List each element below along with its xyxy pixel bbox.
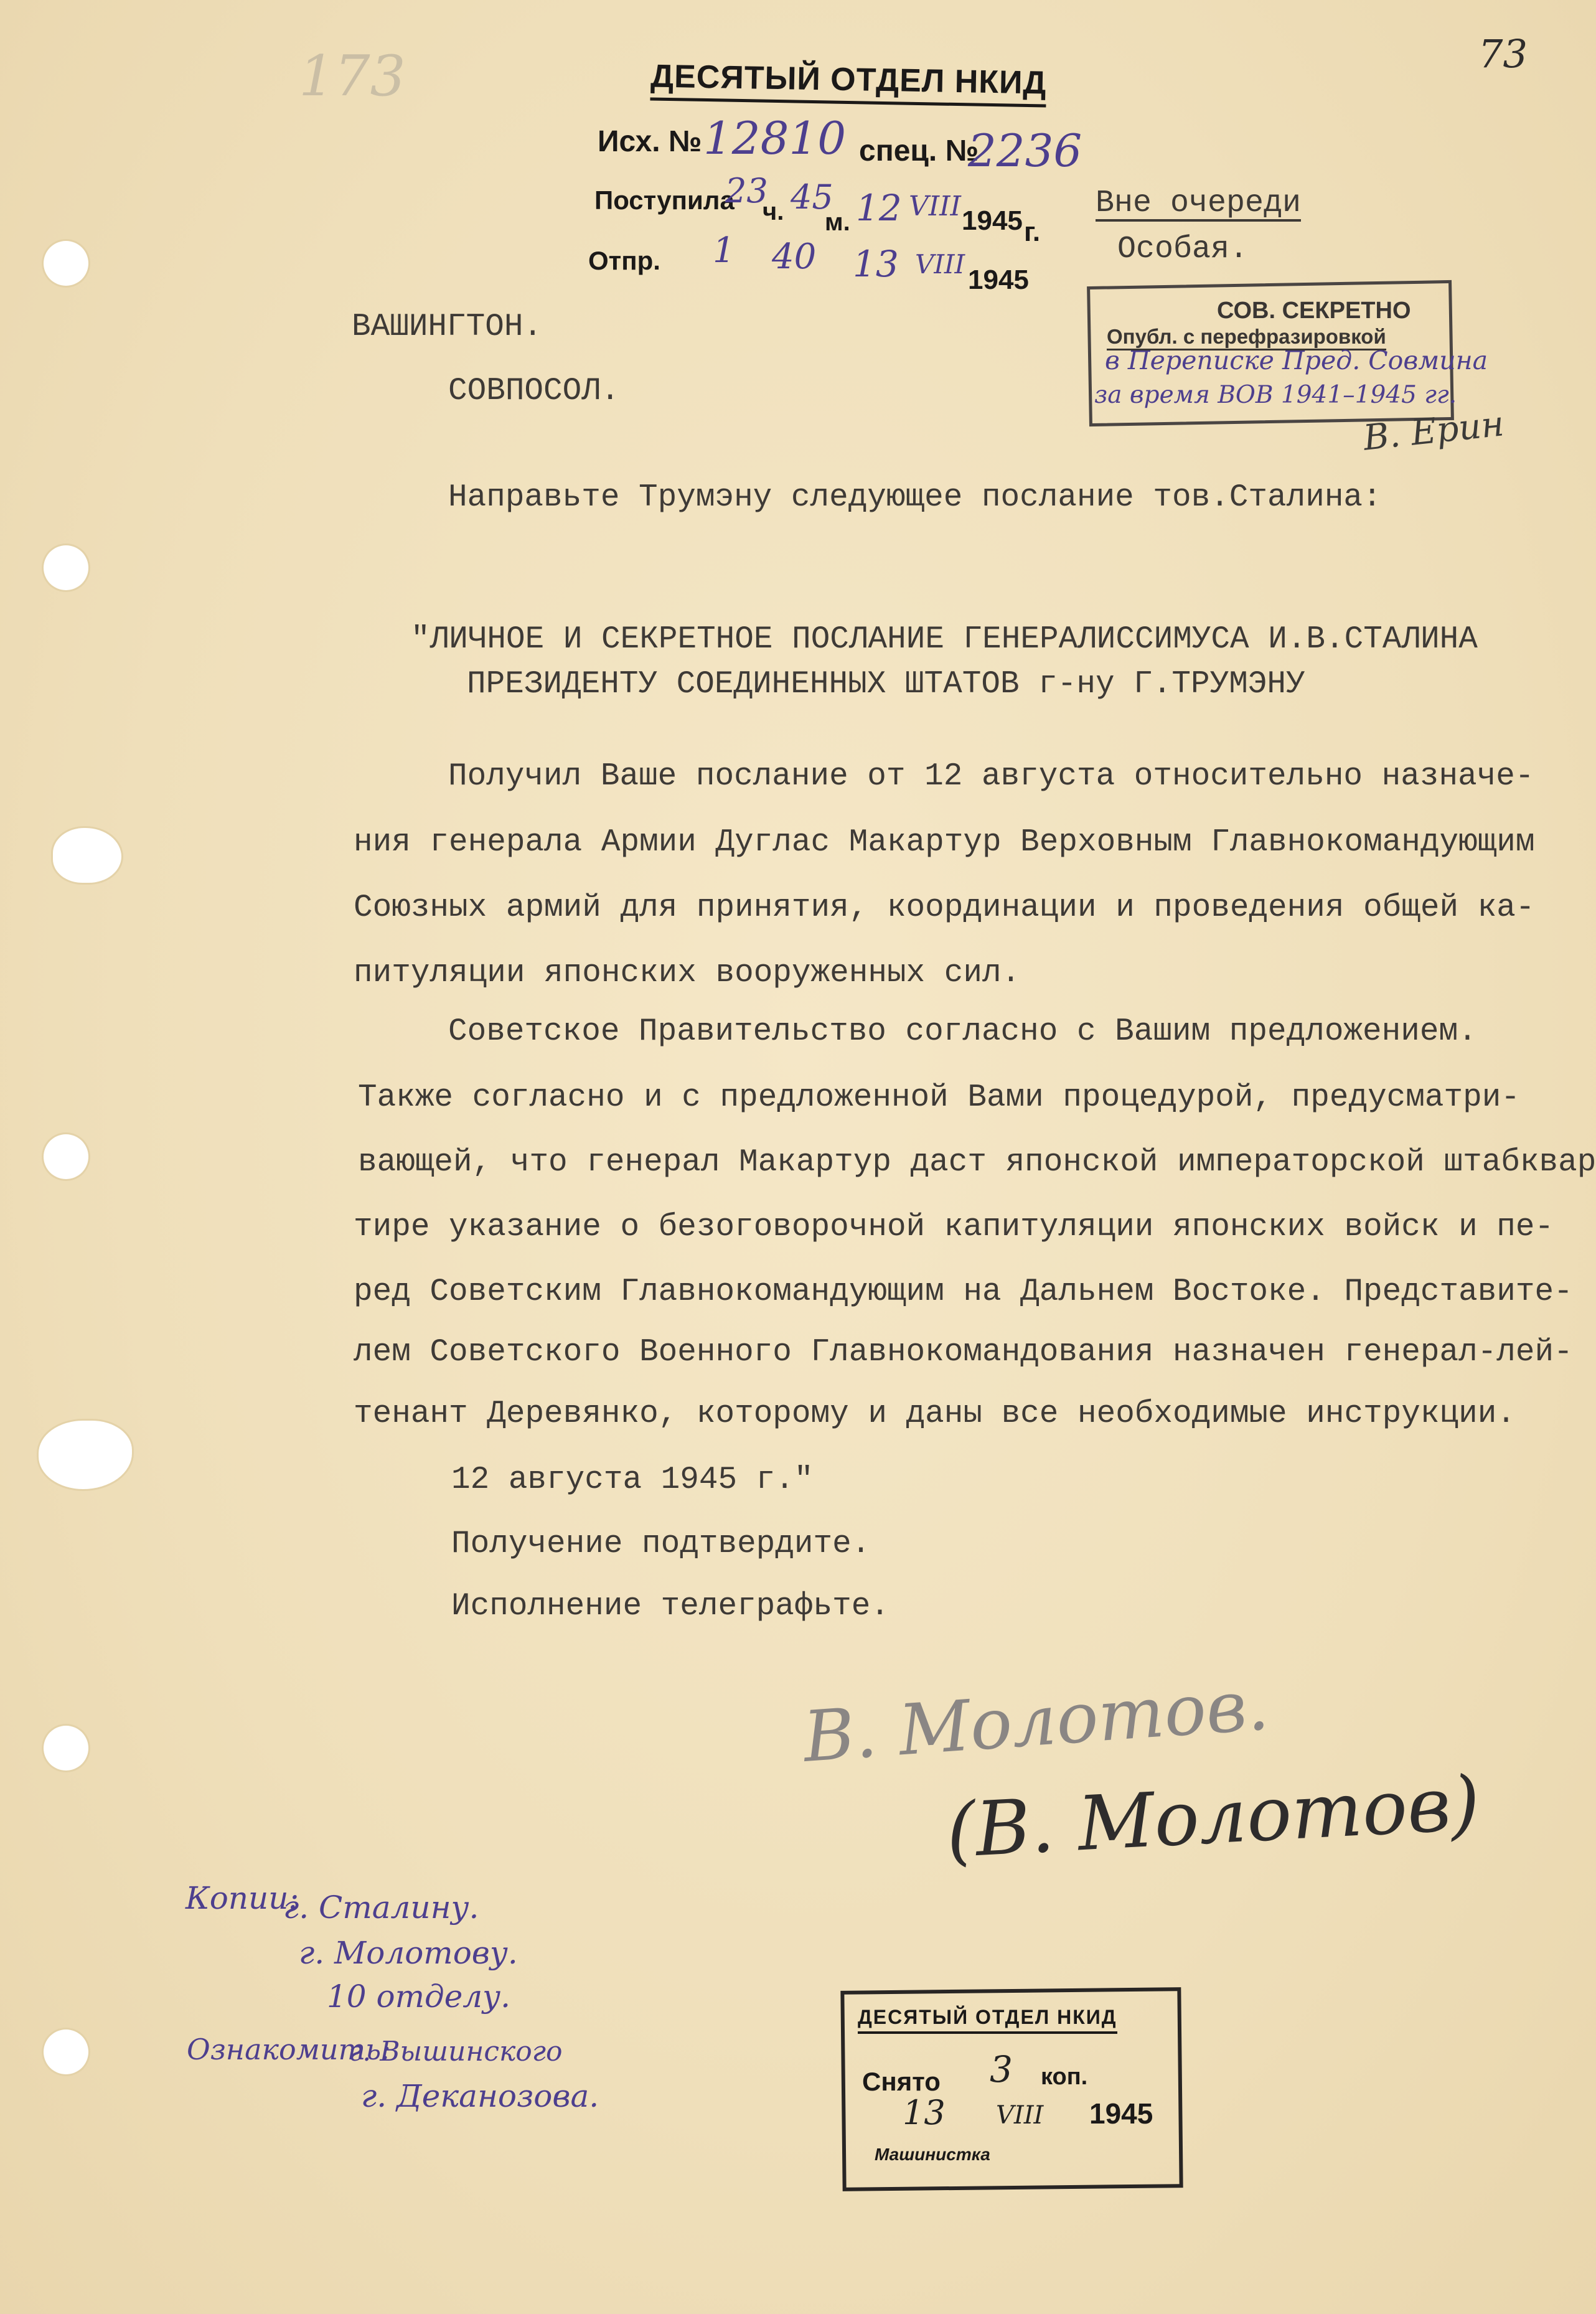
bottom-stamp-month: VIII bbox=[996, 2101, 1044, 2130]
body-line: ния генерала Армии Дуглас Макартур Верховным Главнокомандующим bbox=[354, 825, 1535, 860]
punch-hole bbox=[44, 241, 88, 286]
copy-stalin: г. Сталину. bbox=[283, 1889, 479, 1926]
stamp-out-number: 12810 bbox=[703, 112, 847, 164]
body-line: Советское Правительство согласно с Вашим предложением. bbox=[448, 1014, 1477, 1050]
instruction-line: Направьте Трумэну следующее послание тов.Сталина: bbox=[448, 480, 1382, 515]
secret-stamp-title: СОВ. СЕКРЕТНО bbox=[1217, 298, 1411, 324]
secret-stamp-line-3: за время ВОВ 1941–1945 гг. bbox=[1094, 381, 1457, 409]
body-line: тенант Деревянко, которому и даны все необходимые инструкции. bbox=[354, 1396, 1516, 1432]
review-dekanozov: г. Деканозова. bbox=[361, 2078, 599, 2114]
bottom-stamp-year: 1945 bbox=[1089, 2097, 1153, 2130]
punch-hole bbox=[53, 828, 121, 883]
stamp-sent-year: 1945 bbox=[968, 265, 1029, 295]
copies-label: Копии: bbox=[185, 1880, 299, 1916]
review-label: Ознакомить: bbox=[187, 2033, 391, 2066]
stamp-received-month: VIII bbox=[909, 190, 961, 222]
bottom-stamp-day: 13 bbox=[903, 2093, 946, 2132]
punch-hole bbox=[39, 1421, 132, 1489]
stamp-received-year: 1945 bbox=[962, 205, 1023, 236]
stamp-sent-month: VIII bbox=[915, 249, 965, 280]
stamp-received-day: 12 bbox=[856, 187, 902, 229]
secret-stamp-signature: В. Ерин bbox=[1361, 403, 1506, 459]
message-date: 12 августа 1945 г." bbox=[451, 1462, 814, 1498]
signature-name: (В. Молотов) bbox=[944, 1760, 1482, 1875]
priority-line-2: Особая. bbox=[1117, 232, 1249, 267]
folio-number: 73 bbox=[1478, 31, 1528, 77]
body-line: Также согласно и с предложенной Вами процедурой, предусматри- bbox=[358, 1080, 1520, 1116]
bottom-stamp-typist: Машинистка bbox=[875, 2145, 990, 2164]
stamp-sent-label: Отпр. bbox=[588, 246, 660, 275]
punch-hole bbox=[44, 1726, 88, 1771]
bottom-stamp-copies: 3 bbox=[990, 2048, 1013, 2091]
confirm-line: Получение подтвердите. bbox=[451, 1526, 871, 1562]
address-recipient: СОВПОСОЛ. bbox=[448, 374, 620, 409]
body-line: вающей, что генерал Макартур даст японской императорской штабквар bbox=[358, 1145, 1596, 1180]
copy-molotov: г. Молотову. bbox=[299, 1935, 518, 1971]
body-line: Союзных армий для принятия, координации и проведения общей ка- bbox=[354, 890, 1535, 926]
copy-dept-10: 10 отделу. bbox=[327, 1978, 511, 2015]
message-title-line-2: ПРЕЗИДЕНТУ СОЕДИНЕННЫХ ШТАТОВ г-ну Г.ТРУМЭНУ bbox=[467, 667, 1305, 702]
punch-hole bbox=[44, 545, 88, 590]
stamp-hours-unit: ч. bbox=[763, 198, 784, 225]
bottom-stamp-title: ДЕСЯТЫЙ ОТДЕЛ НКИД bbox=[858, 2006, 1117, 2034]
stamp-spec-number: 2236 bbox=[968, 125, 1082, 177]
message-title-line-1: "ЛИЧНОЕ И СЕКРЕТНОЕ ПОСЛАНИЕ ГЕНЕРАЛИССИМУСА И.В.СТАЛИНА bbox=[411, 622, 1478, 657]
body-line: лем Советского Военного Главнокомандования назначен генерал-лей- bbox=[354, 1335, 1573, 1370]
stamp-title: ДЕСЯТЫЙ ОТДЕЛ НКИД bbox=[650, 57, 1047, 107]
stamp-received-label: Поступила bbox=[594, 186, 735, 215]
stamp-received-hours: 23 bbox=[725, 171, 768, 210]
bottom-stamp-copies-label: коп. bbox=[1041, 2064, 1088, 2090]
signature-scrawl: В. Молотов. bbox=[800, 1665, 1272, 1778]
stamp-sent-day: 13 bbox=[853, 243, 899, 285]
stamp-year-suffix: г. bbox=[1024, 217, 1041, 247]
faint-pencil-mark: 173 bbox=[299, 44, 406, 109]
telegraph-line: Исполнение телеграфьте. bbox=[451, 1589, 890, 1624]
body-line: ред Советским Главнокомандующим на Дальнем Востоке. Представите- bbox=[354, 1274, 1573, 1310]
priority-line-1: Вне очереди bbox=[1096, 186, 1302, 221]
review-vyshinsky: г. Вышинского bbox=[349, 2036, 563, 2067]
stamp-minutes-unit: м. bbox=[825, 209, 850, 236]
stamp-sent-minutes: 40 bbox=[772, 237, 817, 277]
secret-stamp-line-2: в Переписке Пред. Совмина bbox=[1105, 346, 1488, 375]
address-city: ВАШИНГТОН. bbox=[352, 309, 543, 345]
secret-stamp-line-1: Опубл. с перефразировкой bbox=[1107, 325, 1386, 350]
punch-hole bbox=[44, 1134, 88, 1179]
body-line: тире указание о безоговорочной капитуляции японских войск и пе- bbox=[354, 1210, 1554, 1245]
body-line: Получил Ваше послание от 12 августа относительно назначе- bbox=[448, 759, 1534, 794]
bottom-stamp-taken-label: Снято bbox=[862, 2067, 941, 2096]
stamp-sent-hours: 1 bbox=[713, 230, 735, 271]
punch-hole bbox=[44, 2029, 88, 2074]
stamp-received-minutes: 45 bbox=[791, 177, 833, 217]
stamp-out-label: Исх. № bbox=[598, 125, 702, 158]
stamp-spec-label: спец. № bbox=[859, 134, 979, 167]
body-line: питуляции японских вооруженных сил. bbox=[354, 956, 1021, 991]
